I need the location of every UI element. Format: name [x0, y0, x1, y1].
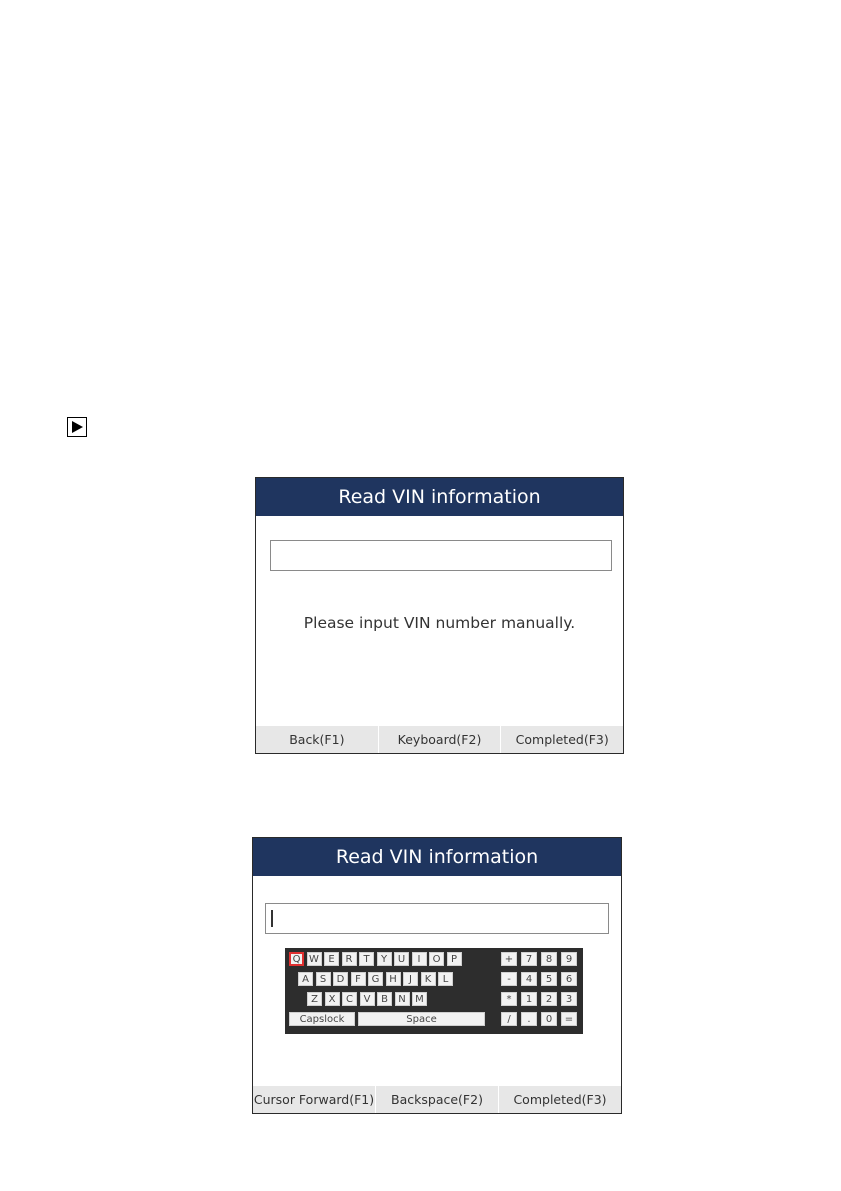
key-d[interactable]: D	[333, 972, 348, 986]
completed-button[interactable]: Completed(F3)	[500, 726, 623, 753]
key-3[interactable]: 3	[561, 992, 577, 1006]
key-asterisk[interactable]: *	[501, 992, 517, 1006]
screen-title: Read VIN information	[253, 838, 621, 876]
key-plus[interactable]: +	[501, 952, 517, 966]
play-triangle-icon	[67, 417, 87, 437]
key-l[interactable]: L	[438, 972, 453, 986]
key-5[interactable]: 5	[541, 972, 557, 986]
key-y[interactable]: Y	[377, 952, 392, 966]
vin-screen-keyboard	[252, 837, 622, 1114]
key-n[interactable]: N	[395, 992, 410, 1006]
key-8[interactable]: 8	[541, 952, 557, 966]
key-w[interactable]: W	[307, 952, 322, 966]
key-9[interactable]: 9	[561, 952, 577, 966]
key-slash[interactable]: /	[501, 1012, 517, 1026]
space-key[interactable]: Space	[358, 1012, 485, 1026]
keyboard-button[interactable]: Keyboard(F2)	[378, 726, 501, 753]
vin-screen-manual-input	[255, 477, 624, 754]
cursor-forward-button[interactable]: Cursor Forward(F1)	[253, 1092, 375, 1107]
key-i[interactable]: I	[412, 952, 427, 966]
key-6[interactable]: 6	[561, 972, 577, 986]
key-k[interactable]: K	[421, 972, 436, 986]
key-j[interactable]: J	[403, 972, 418, 986]
key-t[interactable]: T	[359, 952, 374, 966]
key-2[interactable]: 2	[541, 992, 557, 1006]
key-h[interactable]: H	[386, 972, 401, 986]
key-u[interactable]: U	[394, 952, 409, 966]
key-p[interactable]: P	[447, 952, 462, 966]
key-r[interactable]: R	[342, 952, 357, 966]
key-f[interactable]: F	[351, 972, 366, 986]
key-x[interactable]: X	[325, 992, 340, 1006]
onscreen-keyboard	[285, 948, 583, 1034]
text-cursor	[271, 910, 273, 927]
key-o[interactable]: O	[429, 952, 444, 966]
key-e[interactable]: E	[324, 952, 339, 966]
vin-input-field[interactable]	[265, 903, 609, 934]
key-b[interactable]: B	[377, 992, 392, 1006]
screen-title: Read VIN information	[256, 478, 623, 516]
key-period[interactable]: .	[521, 1012, 537, 1026]
key-1[interactable]: 1	[521, 992, 537, 1006]
function-key-bar	[253, 1086, 621, 1113]
vin-input-field[interactable]	[270, 540, 612, 571]
key-a[interactable]: A	[298, 972, 313, 986]
key-c[interactable]: C	[342, 992, 357, 1006]
key-4[interactable]: 4	[521, 972, 537, 986]
completed-button[interactable]: Completed(F3)	[498, 1086, 621, 1113]
capslock-key[interactable]: Capslock	[289, 1012, 355, 1026]
key-equals[interactable]: =	[561, 1012, 577, 1026]
instruction-message: Please input VIN number manually.	[303, 614, 576, 632]
key-0[interactable]: 0	[541, 1012, 557, 1026]
key-minus[interactable]: -	[501, 972, 517, 986]
function-key-bar	[256, 726, 623, 753]
key-m[interactable]: M	[412, 992, 427, 1006]
key-g[interactable]: G	[368, 972, 383, 986]
key-7[interactable]: 7	[521, 952, 537, 966]
backspace-button[interactable]: Backspace(F2)	[375, 1086, 498, 1113]
key-q[interactable]: Q	[289, 952, 304, 966]
back-button[interactable]: Back(F1)	[289, 732, 345, 747]
key-s[interactable]: S	[316, 972, 331, 986]
key-z[interactable]: Z	[307, 992, 322, 1006]
key-v[interactable]: V	[360, 992, 375, 1006]
